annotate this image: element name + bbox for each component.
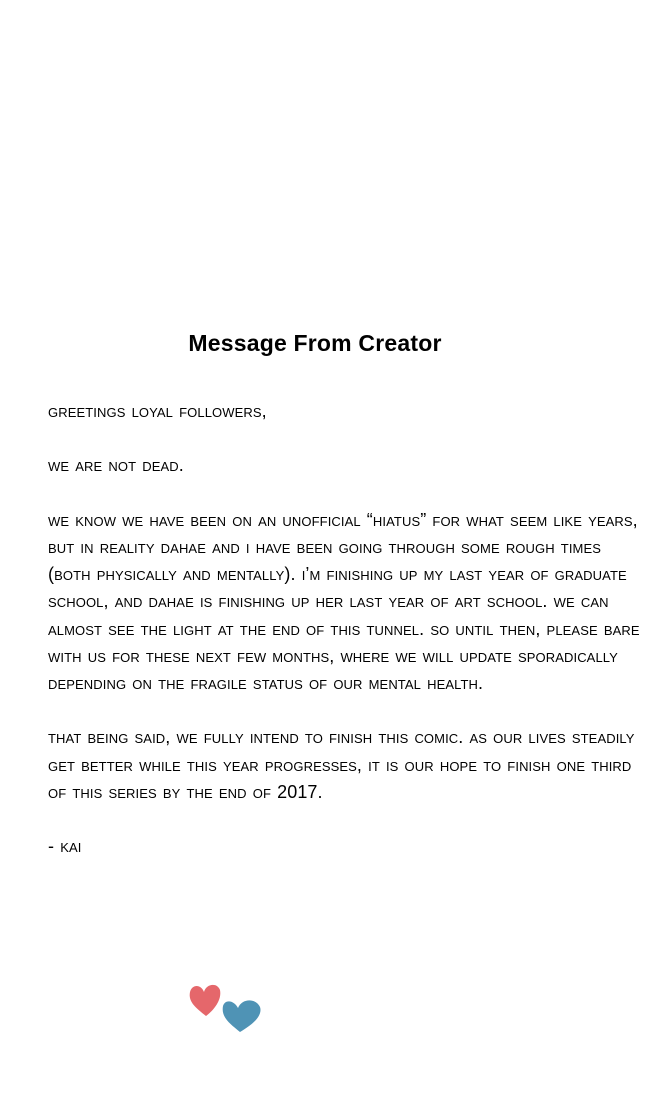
- hearts-icon: [186, 980, 266, 1040]
- page-title: Message From Creator: [188, 330, 442, 356]
- right-heart-icon: [223, 1000, 261, 1032]
- left-heart-icon: [190, 985, 221, 1016]
- signature: - kai: [48, 836, 82, 857]
- status-line: we are not dead.: [48, 455, 184, 476]
- paragraph-hiatus: we know we have been on an unofficial “hiatus” for what seem like years, but in reality dahae and i have been going through some rough times (both physically and mentally). i’m finishing up my last year of graduate school, and dahae is finishing up her last year of art school. we can almost see the light at the end of this tunnel. so until then, please bare with us for these next few months, where we will update sporadically depending on the fragile status of our mental health.: [48, 509, 640, 693]
- paragraph-plan: that being said, we fully intend to finish this comic. as our lives steadily get better while this year progresses, it is our hope to finish one third of this series by the end of 2017.: [48, 727, 635, 802]
- message-body: [48, 398, 644, 888]
- greeting-text: greetings loyal followers,: [48, 401, 267, 421]
